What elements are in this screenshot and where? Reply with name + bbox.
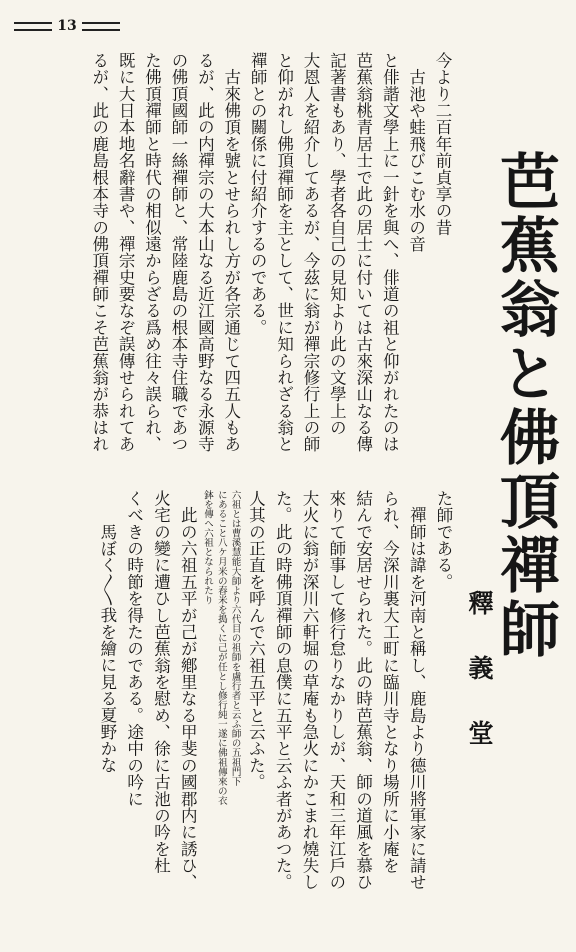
- text-line: 禪師は諱を河南と稱し、鹿島より德川將軍家に請せ: [407, 490, 427, 891]
- text-line: の佛頂國師一絲禪師と、常陸鹿島の根本寺住職であつ: [168, 52, 188, 453]
- text-line: るが、此の内禪宗の大本山なる近江國高野なる永源寺: [195, 52, 215, 453]
- text-line: 來りて師事して修行怠りなかりしが、天和三年江戶の: [326, 490, 346, 891]
- text-line: 記著書もあり、學者各自己の見知より此の文學上の: [327, 52, 347, 436]
- text-line: と仰がれし佛頂禪師を主として、世に知られざる翁と: [274, 52, 294, 453]
- page-number: [14, 14, 120, 38]
- article-title: 芭蕉翁と佛頂禪師: [490, 150, 560, 662]
- text-line: 既に大日本地名辭書や、禪宗史要なぞ誤傳せられてあ: [116, 52, 136, 453]
- text-line: た師である。: [434, 490, 453, 591]
- text-line: 古來佛頂を號とせられし方が各宗通じて四五人もあ: [221, 52, 241, 453]
- text-line: 此の六祖五平が己が鄕里なる甲斐の國郡内に誘ひ、: [178, 490, 198, 891]
- text-line: 今より二百年前貞享の昔: [433, 52, 452, 236]
- text-line: た佛頂禪師と時代の相似遠からざる爲め往々誤られ、: [142, 52, 162, 453]
- page-number-text: 13: [57, 18, 77, 34]
- footnote-line: 鉢を傳へ六祖となられたり: [202, 490, 214, 605]
- article-author: 釋義堂: [465, 590, 494, 785]
- text-line: 禪師との關係に付紹介するのである。: [248, 52, 268, 336]
- footnote-line: にあること八ケ月米の舂米を搗くに己が任とし修行純一遂に佛祖傳來の衣: [215, 490, 227, 806]
- page-number-rule-left: [14, 22, 52, 31]
- text-line: 大恩人を紹介してあるが、今茲に翁が禪宗修行上の師: [300, 52, 320, 453]
- page-number-rule-right: [82, 22, 120, 31]
- text-line: た。此の時佛頂禪師の息僕に五平と云ふ者があつた。: [273, 490, 293, 891]
- footnote-line: 六祖とは曹溪慧能大師より六代目の祖師を盧行者と云ふ師の五祖門下: [229, 490, 241, 787]
- text-line: 人其の正直を呼んで六祖五平と云ふた。: [246, 490, 266, 791]
- text-line: 芭蕉翁桃青居士で此の居士に付いては古來深山なる傳: [353, 52, 373, 453]
- text-line: 馬ぼく〳〵我を繪に見る夏野かな: [97, 490, 117, 774]
- text-line: 火宅の變に遭ひし芭蕉翁を慰め、徐に古池の吟を杜: [151, 490, 171, 874]
- upper-text-block: [20, 52, 455, 453]
- text-line: 結んで安居せられた。此の時芭蕉翁、師の道風を慕ひ: [353, 490, 373, 891]
- text-line: 大火に翁が深川六軒堀の草庵も急火にかこまれ燒失し: [300, 490, 320, 891]
- text-line: るが、此の鹿島根本寺の佛頂禪師こそ芭蕉翁が恭はれ: [89, 52, 109, 453]
- text-line: と俳諧文學上に一針を與へ、俳道の祖と仰がれたのは: [380, 52, 400, 453]
- text-line: られ、今深川裏大工町に臨川寺となり場所に小庵を: [380, 490, 400, 874]
- lower-text-block: [58, 490, 456, 920]
- text-line: 古池や蛙飛びこむ水の音: [406, 52, 426, 253]
- text-line: くべきの時節を得たのである。途中の吟に: [124, 490, 144, 807]
